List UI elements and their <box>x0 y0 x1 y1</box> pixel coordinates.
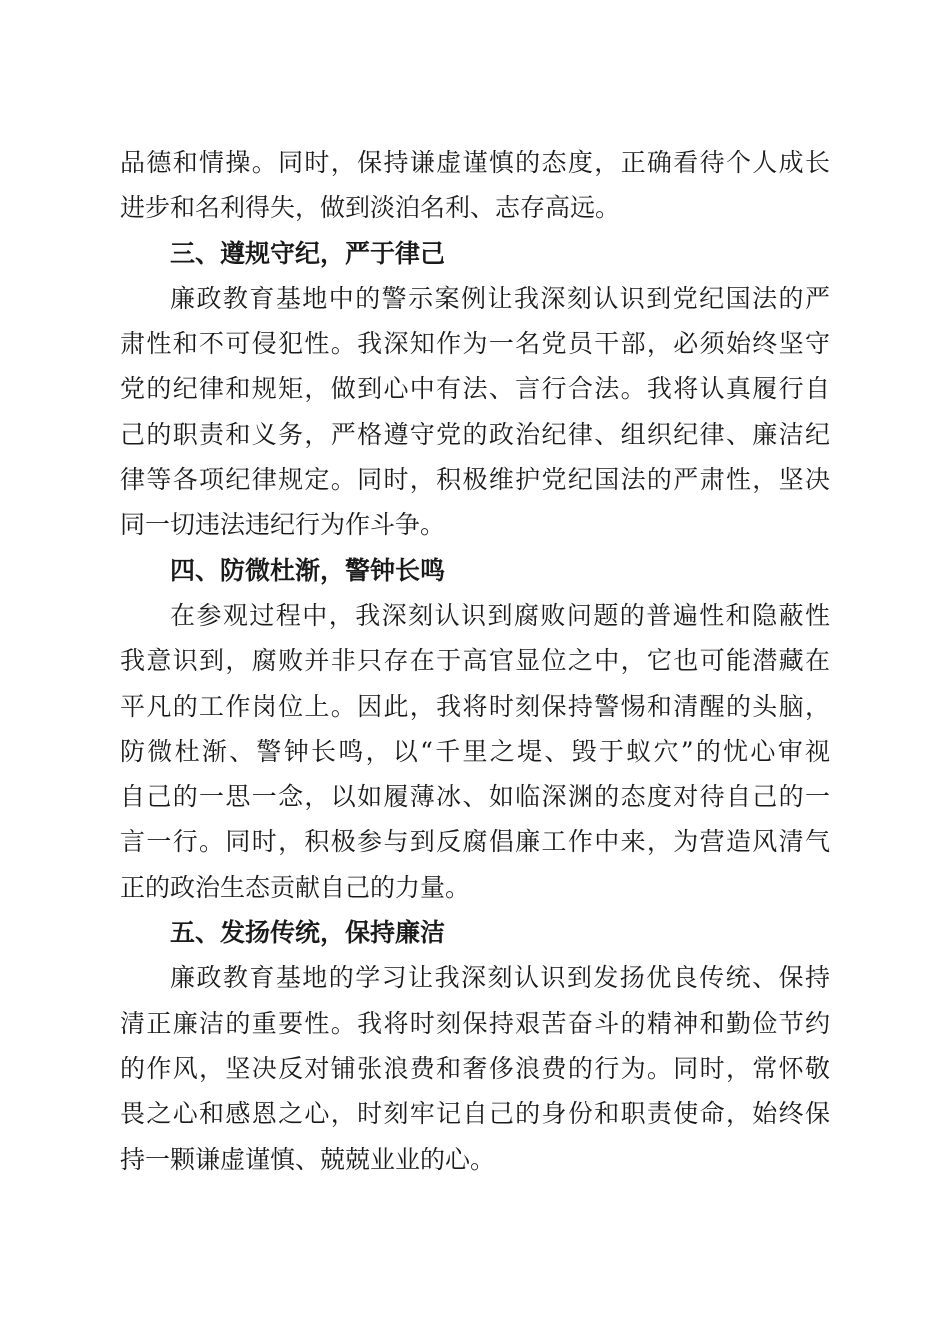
section-heading-4: 四、防微杜渐，警钟长鸣 <box>170 555 446 585</box>
section-paragraph-3 <box>120 276 830 548</box>
text-line: 廉政教育基地的学习让我深刻认识到发扬优良传统、保持 <box>170 963 830 993</box>
text-line: 同一切违法违纪行为作斗争。 <box>120 510 446 540</box>
text-line: 廉政教育基地中的警示案例让我深刻认识到党纪国法的严 <box>170 283 830 313</box>
text-line: 在参观过程中，我深刻认识到腐败问题的普遍性和隐蔽性 <box>170 600 830 630</box>
document-page <box>120 140 830 1182</box>
text-line: 平凡的工作岗位上。因此，我将时刻保持警惕和清醒的头脑， <box>120 691 830 721</box>
text-line: 持一颗谦虚谨慎、兢兢业业的心。 <box>120 1144 496 1174</box>
text-line: 我意识到，腐败并非只存在于高官显位之中，它也可能潜藏在 <box>120 646 830 676</box>
text-line: 律等各项纪律规定。同时，积极维护党纪国法的严肃性，坚决 <box>120 465 830 495</box>
text-line: 品德和情操。同时，保持谦虚谨慎的态度，正确看待个人成长 <box>120 148 830 177</box>
text-line: 防微杜渐、警钟长鸣，以“千里之堤、毁于蚁穴”的忧心审视 <box>120 736 830 766</box>
text-line: 正的政治生态贡献自己的力量。 <box>120 872 471 902</box>
text-line: 自己的一思一念，以如履薄冰、如临深渊的态度对待自己的一 <box>120 782 830 812</box>
text-line: 的作风，坚决反对铺张浪费和奢侈浪费的行为。同时，常怀敬 <box>120 1053 830 1083</box>
text-line: 肃性和不可侵犯性。我深知作为一名党员干部，必须始终坚守 <box>120 329 830 359</box>
text-line: 言一行。同时，积极参与到反腐倡廉工作中来，为营造风清气 <box>120 827 830 857</box>
text-line: 畏之心和感恩之心，时刻牢记自己的身份和职责使命，始终保 <box>120 1099 830 1129</box>
section-paragraph-5 <box>120 955 830 1181</box>
text-line: 己的职责和义务，严格遵守党的政治纪律、组织纪律、廉洁纪 <box>120 419 830 449</box>
text-line: 进步和名利得失，做到淡泊名利、志存高远。 <box>120 193 621 223</box>
section-heading-5: 五、发扬传统，保持廉洁 <box>170 918 446 948</box>
intro-paragraph <box>120 140 830 231</box>
section-heading-3: 三、遵规守纪，严于律己 <box>170 238 446 268</box>
text-line: 党的纪律和规矩，做到心中有法、言行合法。我将认真履行自 <box>120 374 830 404</box>
text-line: 清正廉洁的重要性。我将时刻保持艰苦奋斗的精神和勤俭节约 <box>120 1008 830 1038</box>
section-paragraph-4 <box>120 593 830 910</box>
